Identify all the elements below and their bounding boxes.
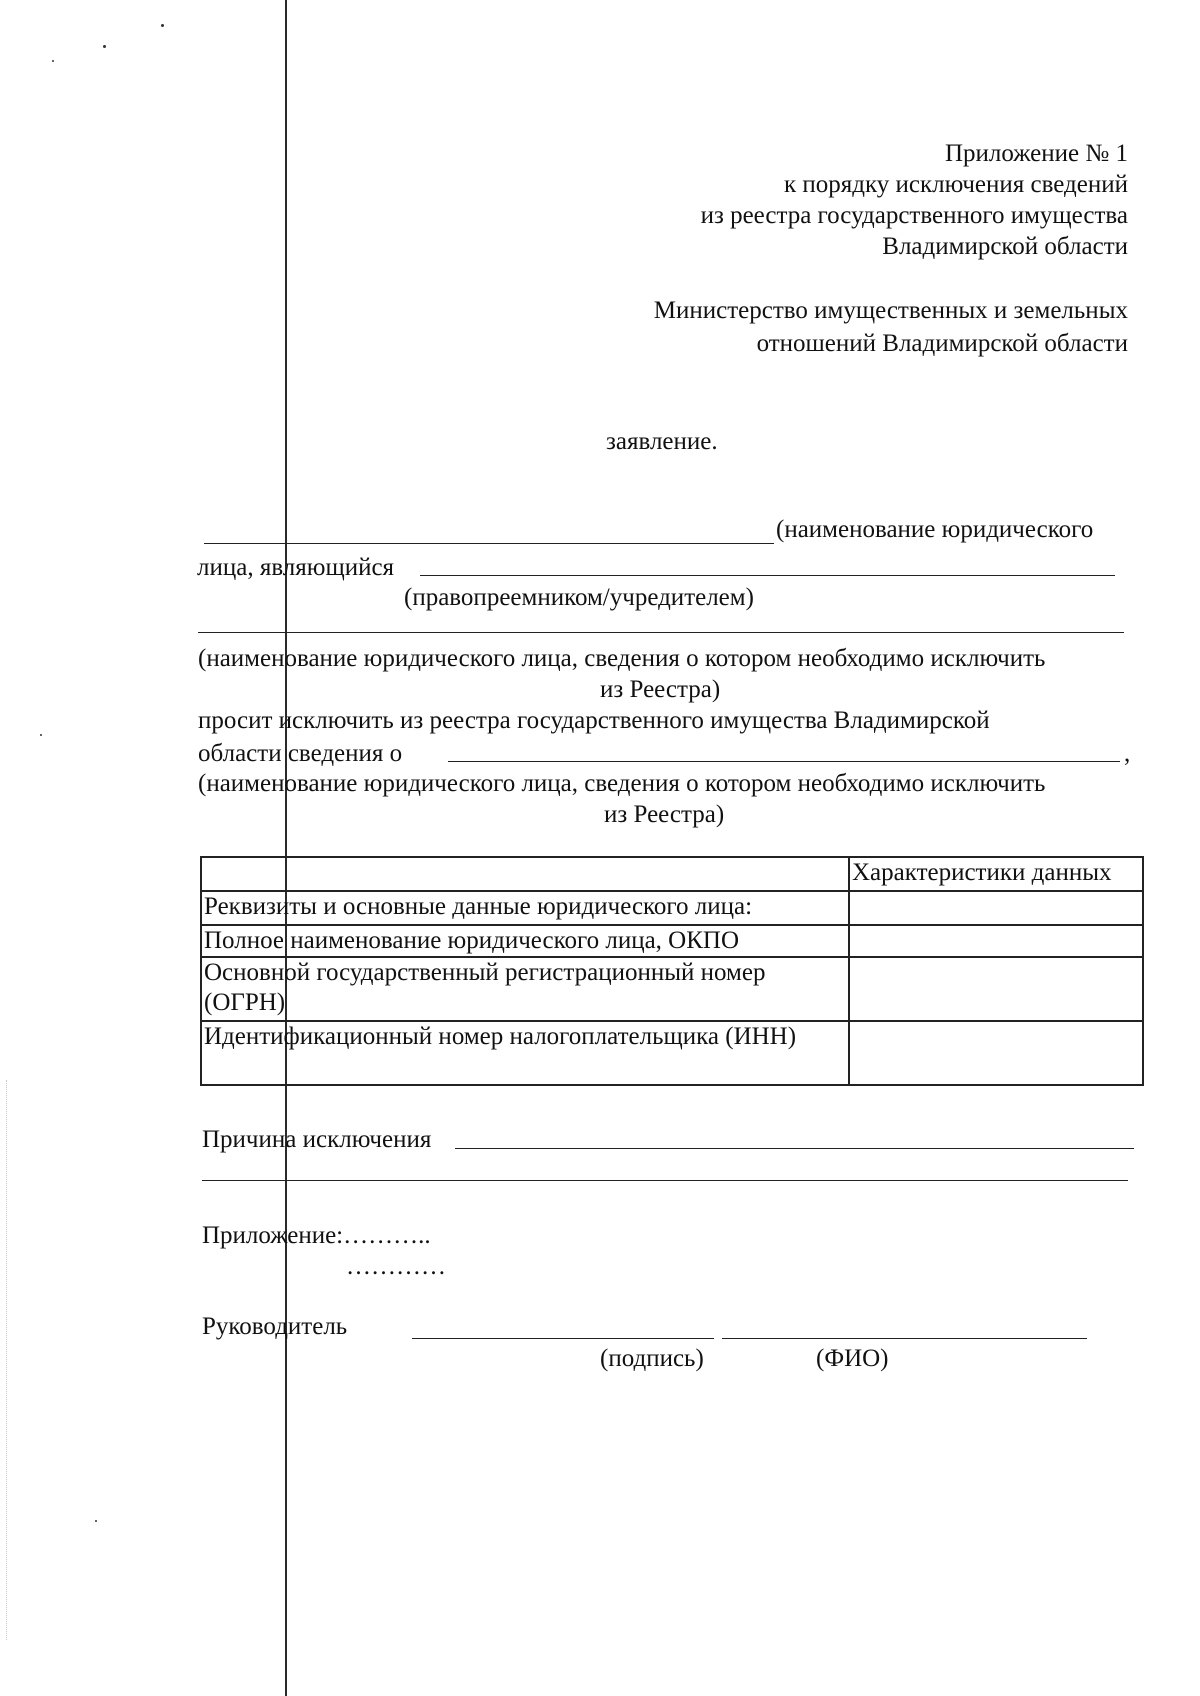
signature-blank[interactable] xyxy=(412,1338,714,1339)
table-header-row xyxy=(201,857,1143,891)
annex-subtitle: из реестра государственного имущества xyxy=(700,202,1128,229)
request-entity-blank[interactable] xyxy=(448,761,1120,762)
addressee-block xyxy=(654,294,1128,360)
excluded-entity-hint: из Реестра) xyxy=(600,676,721,703)
request-text-suffix: , xyxy=(1124,740,1131,767)
addressee-line: Министерство имущественных и земельных xyxy=(653,297,1128,324)
full-name-blank[interactable] xyxy=(722,1338,1087,1339)
table-row-value[interactable] xyxy=(849,891,1143,925)
table-row-value[interactable] xyxy=(849,957,1143,1021)
table-row-label: Реквизиты и основные данные юридического лица: xyxy=(201,891,849,925)
applicant-name-blank[interactable] xyxy=(204,543,774,544)
full-name-hint: (ФИО) xyxy=(816,1345,889,1372)
reason-blank[interactable] xyxy=(455,1148,1134,1149)
table-row xyxy=(201,925,1143,957)
table-row xyxy=(201,891,1143,925)
table-row xyxy=(201,1021,1143,1085)
excluded-entity-hint: (наименование юридического лица, сведения о котором необходимо исключить xyxy=(198,645,1046,672)
table-header-cell xyxy=(201,857,849,891)
reason-blank-continuation[interactable] xyxy=(202,1180,1128,1181)
scan-speck xyxy=(40,734,42,736)
table-row-label: Основной государственный регистрационный номер (ОГРН) xyxy=(201,957,849,1021)
annex-subtitle: к порядку исключения сведений xyxy=(783,171,1128,198)
table-header-cell: Характеристики данных xyxy=(849,857,1143,891)
addressee-line: отношений Владимирской области xyxy=(756,330,1128,357)
scan-fold-line xyxy=(285,0,287,1696)
applicant-name-hint: (наименование юридического xyxy=(776,516,1094,543)
request-text-prefix: области сведения о xyxy=(198,740,403,767)
reason-label: Причина исключения xyxy=(202,1126,432,1153)
request-entity-hint: (наименование юридического лица, сведения о котором необходимо исключить xyxy=(198,770,1046,797)
table-row-value[interactable] xyxy=(849,925,1143,957)
table-row xyxy=(201,957,1143,1021)
excluded-entity-blank[interactable] xyxy=(198,632,1124,633)
applicant-role-hint: (правопреемником/учредителем) xyxy=(404,584,754,611)
entity-data-table xyxy=(200,856,1144,1086)
scan-speck xyxy=(52,60,54,62)
attachment-dots: ………… xyxy=(346,1253,446,1280)
document-title: заявление. xyxy=(606,428,718,455)
signature-label: Руководитель xyxy=(202,1313,348,1340)
attachment-label: Приложение:……….. xyxy=(202,1222,431,1249)
scan-edge-dots xyxy=(6,1080,8,1640)
request-text: просит исключить из реестра государственного имущества Владимирской xyxy=(198,707,990,734)
request-entity-hint: из Реестра) xyxy=(604,801,725,828)
annex-number: Приложение № 1 xyxy=(944,140,1128,167)
table-row-label: Идентификационный номер налогоплательщика (ИНН) xyxy=(201,1021,849,1085)
applicant-role-blank[interactable] xyxy=(420,575,1115,576)
scan-speck xyxy=(103,45,106,48)
annex-header xyxy=(701,138,1128,262)
applicant-role-prefix: лица, являющийся xyxy=(197,554,395,581)
table-row-label: Полное наименование юридического лица, ОКПО xyxy=(201,925,849,957)
scan-speck xyxy=(161,24,164,27)
scan-speck xyxy=(95,1520,97,1522)
signature-hint: (подпись) xyxy=(600,1345,704,1372)
annex-subtitle: Владимирской области xyxy=(882,233,1128,260)
table-row-value[interactable] xyxy=(849,1021,1143,1085)
